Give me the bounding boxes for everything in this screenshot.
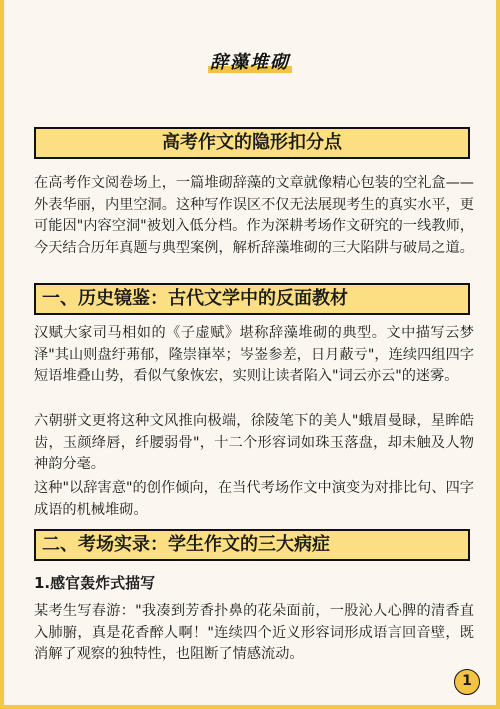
page-number-badge: 1 — [454, 669, 480, 695]
section2-heading: 二、考场实录：学生作文的三大病症 — [34, 529, 470, 561]
section1-heading: 一、历史镜鉴：古代文学中的反面教材 — [34, 283, 470, 315]
title-wrap — [4, 48, 496, 74]
section1-paragraph-2: 六朝骈文更将这种文风推向极端，徐陵笔下的美人"蛾眉曼睩，星眸皓齿，玉颜绛唇，纤腰弱骨"，十二个形容词如珠玉落盘，却未触及人物神韵分毫。 — [34, 413, 474, 472]
section2-subheading: 1.感官轰炸式描写 — [34, 574, 156, 592]
document-title: 辞藻堆砌 — [206, 48, 294, 74]
section1-paragraph-3: 这种"以辞害意"的创作倾向，在当代考场作文中演变为对排比句、四字成语的机械堆砌。 — [34, 480, 474, 518]
section2-paragraph: 某考生写春游："我凑到芳香扑鼻的花朵面前，一股沁人心脾的清香直入肺腑，真是花香醉人啊！"连续四个近义形容词形成语言回音壁，既消解了观察的独特性，也阻断了情感流动。 — [34, 603, 474, 662]
intro-heading: 高考作文的隐形扣分点 — [34, 127, 470, 159]
section1-paragraph-1: 汉赋大家司马相如的《子虚赋》堪称辞藻堆砌的典型。文中描写云梦泽"其山则盘纡茀郁，隆崇嵂崒；岑崟参差，日月蔽亏"，连续四组四字短语堆叠山势，看似气象恢宏，实则让读者陷入"词云亦云"的迷雾。 — [34, 325, 474, 384]
intro-paragraph: 在高考作文阅卷场上，一篇堆砌辞藻的文章就像精心包装的空礼盒——外表华丽，内里空洞。这种写作误区不仅无法展现考生的真实水平，更可能因"内容空洞"被划入低分档。作为深耕考场作文研究的一线教师，今天结合历年真题与典型案例，解析辞藻堆砌的三大陷阱与破局之道。 — [34, 175, 474, 256]
